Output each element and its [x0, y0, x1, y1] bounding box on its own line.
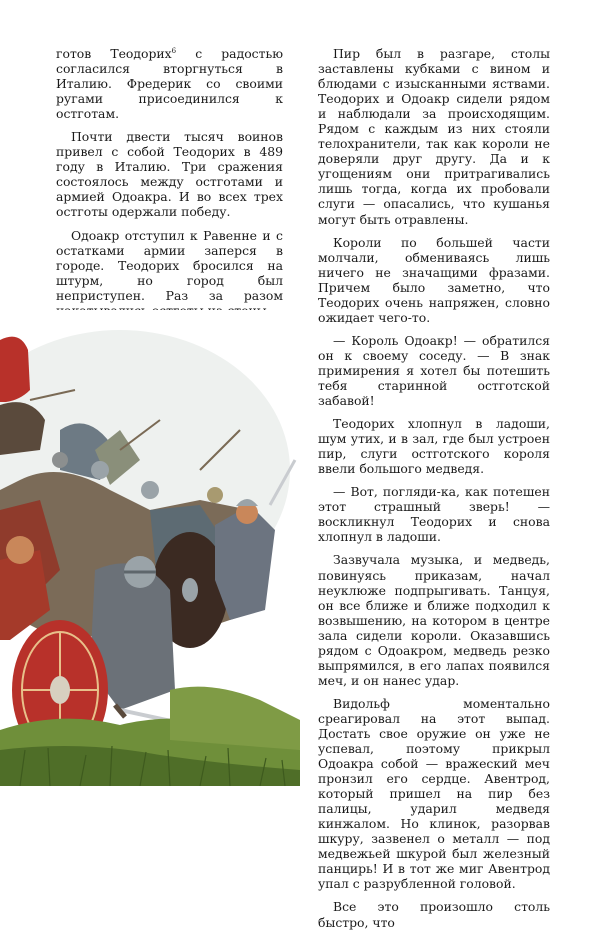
text-run: с радостью согласился вторгнуться в Италию. Фредерик со своими ругами присоединился к остготам. — [56, 46, 283, 122]
helmet-shape — [91, 461, 109, 479]
paragraph: Короли по большей части молчали, обмениваясь лишь ничего не значащими фразами. Причем было заметно, что Теодорих очень напряжен, словно ожидает чего-то. — [318, 234, 550, 325]
paragraph: — Вот, погляди-ка, как потешен этот страшный зверь! — воскликнул Теодорих и снова хлопнул в ладоши. — [318, 484, 550, 545]
text-run: готов Теодорих — [56, 46, 172, 61]
paragraph: — Король Одоакр! — обратился он к своему соседу. — В знак примирения я хотел бы потешить тебя старинной остготской забавой! — [318, 332, 550, 409]
red-banner-shape — [0, 337, 30, 402]
paragraph — [56, 46, 283, 121]
paragraph: Одоакр отступил к Равенне и с остатками армии заперся в городе. Теодорих бросился на штурм, но город был неприступен. Раз за разом — [56, 227, 283, 303]
helmet-shape — [52, 452, 68, 468]
battle-scene-image — [0, 310, 300, 786]
helmet-shape — [207, 487, 223, 503]
battle-illustration — [0, 310, 300, 786]
paragraph: Все это произошло столь быстро, что — [318, 899, 550, 930]
paragraph: Видольф моментально среагировал на этот выпад. Достать свое оружие он уже не успевал, поэтому прикрыл Одоакра собой — вражеский меч пронзил его сердце. Авентрод, который пришел на пир без палицы, ударил медведя кинжалом. Но клинок, разорвав шкуру, зазвенел о металл — под медвежьей шкурой был железный панцирь! И в тот же миг Авентрод упал с разрубленной головой. — [318, 695, 550, 892]
paragraph: Теодорих хлопнул в ладоши, шум утих, и в зал, где был устроен пир, слуги остготского короля ввели большого медведя. — [318, 416, 550, 477]
right-text-column — [318, 46, 550, 930]
paragraph: Пир был в разгаре, столы заставлены кубками с вином и блюдами с изысканными яствами. Теодорих и Одоакр сидели рядом и наблюдали за происходящим. Рядом с каждым из них стояли телохранители, так как короли не доверяли друг другу. Да и к угощениям они притрагивались лишь тогда, когда их пробовали слуги — опасались, что кушанья могут быть отравлены. — [318, 46, 550, 227]
footnote-marker[interactable]: 6 — [171, 47, 177, 55]
paragraph: Зазвучала музыка, и медведь, повинуясь приказам, начал неуклюже подпрыгивать. Танцуя, он все ближе и ближе подходил к возвышению, на котором в центре зала сидели короли. Оказавшись рядом с Одоакром, медведь резко выпрямился, в его лапах появился меч, и он нанес удар. — [318, 552, 550, 688]
helmet-shape — [141, 481, 159, 499]
paragraph: Почти двести тысяч воинов привел с собой Теодорих в 489 году в Италию. Три сражения состоялось между остготами и армией Одоакра. И во всех трех остготы одержали победу. — [56, 129, 283, 220]
